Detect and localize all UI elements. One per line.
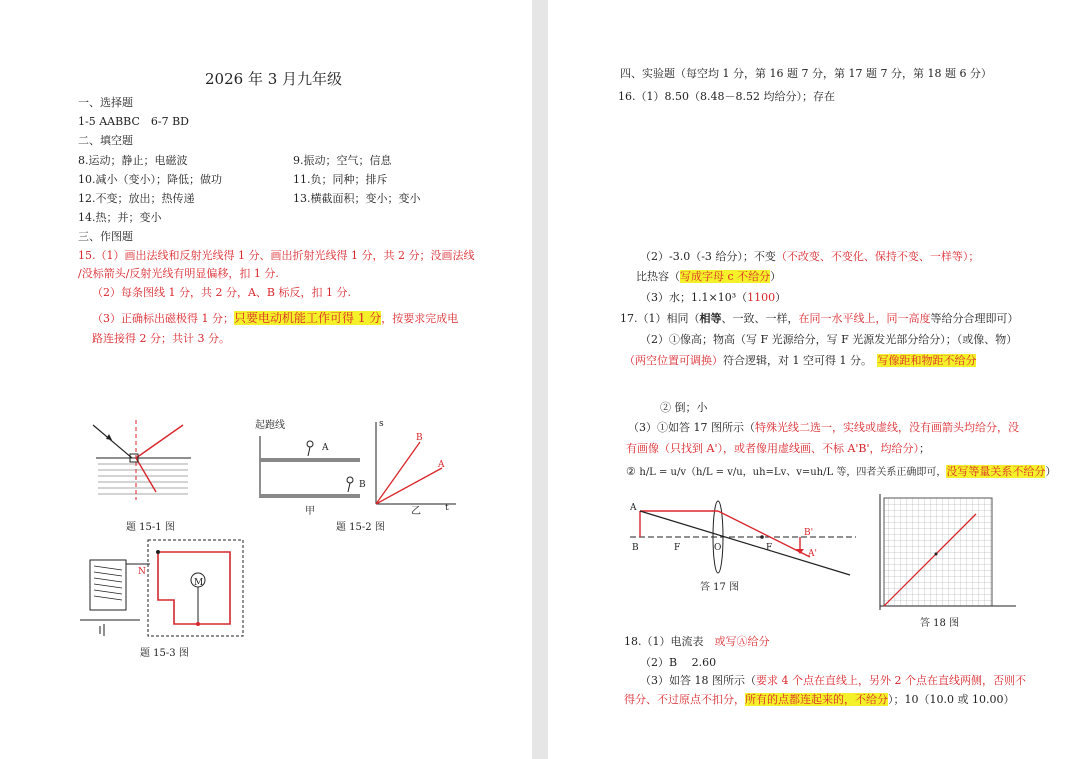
figure-15-2-jia: 甲 — [305, 506, 315, 517]
answer-q18-3-line1 — [640, 673, 1026, 689]
fig17-label-a: A — [630, 503, 637, 513]
figure-18-caption: 答 18 图 — [920, 618, 960, 629]
answer-q16-3a: （3）水；1.1×10³（ — [640, 291, 748, 304]
q17-3-red2: 有画像（只找到 A'），或者像用虚线画、不标 A'B'，均给分） — [626, 442, 920, 455]
answer-q8: 8.运动；静止；电磁波 — [78, 154, 188, 167]
answer-q18-1 — [624, 634, 770, 650]
answer-q10: 10.减小（变小）；降低；做功 — [78, 173, 222, 186]
answer-q17-3-line2 — [626, 441, 930, 457]
answer-q15-3a: （3）正确标出磁极得 1 分； — [92, 312, 234, 325]
q17-4-highlight: 没写等量关系不给分 — [946, 465, 1046, 478]
answer-q15-3 — [92, 310, 458, 327]
graph-t-label: t — [445, 503, 449, 513]
q17-2b: 符合逻辑，对 1 空可得 1 分。 — [723, 354, 867, 367]
q17-2-highlight: 写像距和物距不给分 — [877, 354, 977, 367]
answer-q12: 12.不变；放出；热传递 — [78, 192, 195, 205]
section-choice: 一、选择题 — [78, 96, 133, 109]
q17-1a: 17.（1）相同（ — [620, 312, 700, 325]
answer-q15-3c: 路连接得 2 分；共计 3 分。 — [92, 332, 230, 345]
answer-q15-1a: 15.（1）画出法线和反射光线得 1 分、画出折射光线得 1 分，共 2 分；没画法线 — [78, 249, 475, 262]
figure-15-2-start-label: 起跑线 — [255, 420, 285, 431]
q17-3a: （3）①如答 17 图所示（ — [628, 421, 755, 434]
figure-15-2-track — [258, 436, 368, 502]
q17-1e: 等给分合理即可） — [930, 312, 1019, 325]
answer-q17-1 — [620, 311, 1019, 327]
answer-q15-2: （2）每条图线 1 分，共 2 分，A、B 标反，扣 1 分. — [92, 286, 351, 299]
fig17-label-a-prime: A' — [808, 549, 817, 559]
answer-q16-2a: （2）-3.0（-3 给分）；不变 — [640, 250, 776, 263]
answer-q18-3-line2 — [624, 692, 1014, 708]
answer-q16-3 — [640, 290, 786, 306]
answer-q14: 14.热；并；变小 — [78, 211, 162, 224]
figure-15-2-yi: 乙 — [411, 506, 421, 517]
fig17-label-f1: F — [674, 543, 681, 553]
section-drawing: 三、作图题 — [78, 230, 133, 243]
runner-b-label: B — [359, 480, 366, 490]
answer-q13: 13.横截面积；变小；变小 — [293, 192, 421, 205]
answer-q17-2a: （2）①像高；物高（写 F 光源给分，写 F 光源发光部分给分）；（或像、物） — [640, 333, 1018, 346]
answer-q16-2-highlight: 写成字母 c 不给分 — [680, 270, 771, 283]
q18-1a: 18.（1）电流表 — [624, 635, 704, 648]
magnet-pole-n: N — [138, 567, 146, 577]
page-gap — [532, 0, 548, 759]
figure-15-1-caption: 题 15-1 图 — [126, 522, 175, 533]
q17-4c: ） — [1045, 465, 1057, 478]
left-page — [0, 0, 532, 759]
mc-answers: 1-5 AABBC 6-7 BD — [78, 115, 189, 128]
answer-q15-3b: ，按要求完成电 — [381, 312, 459, 325]
q17-3b: ； — [919, 442, 931, 455]
q18-3-highlight: 所有的点都连起来的，不给分 — [745, 693, 888, 706]
q17-4b: h/L = u/v（h/L = v/u，uh=Lv、v=uh/L 等，四者关系正确即可， — [639, 467, 947, 478]
right-page — [548, 0, 1080, 759]
answer-q16-1: 16.（1）8.50（8.48－8.52 均给分）；存在 — [618, 90, 835, 103]
answer-q17-3-line1 — [628, 420, 1019, 436]
section-experiment: 四、实验题（每空均 1 分，第 16 题 7 分，第 17 题 7 分，第 18 题 6 分） — [620, 67, 992, 80]
q18-3b: ）；10（10.0 或 10.00） — [888, 693, 1015, 706]
fig17-label-b: B — [632, 543, 639, 553]
figure-17-caption: 答 17 图 — [700, 582, 740, 593]
q18-3-red1: 要求 4 个点在直线上，另外 2 个点在直线两侧，否则不 — [756, 674, 1026, 687]
figure-15-3-caption: 题 15-3 图 — [140, 648, 189, 659]
fig17-label-o: O — [714, 543, 722, 553]
q18-1-red: 或写Ⓐ给分 — [714, 635, 770, 648]
q17-2-red: （两空位置可调换） — [624, 354, 723, 367]
graph-s-label: s — [379, 419, 384, 429]
fig17-label-b-prime: B' — [804, 528, 814, 538]
figure-18-graph — [876, 492, 1018, 612]
figure-17-lens-diagram — [630, 497, 856, 577]
answer-q16-3-red: 1100 — [747, 291, 776, 304]
answer-q16-2b: 比热容（ — [636, 270, 680, 283]
answer-q16-2 — [640, 249, 979, 265]
answer-q17-2c: ② 倒；小 — [660, 401, 708, 414]
answer-q15-1b: /没标箭头/反射光线有明显偏移，扣 1 分. — [78, 267, 279, 280]
answer-q9: 9.振动；空气；信息 — [293, 154, 392, 167]
figure-15-3 — [80, 540, 245, 640]
q17-1-red: 在同一水平线上，同一高度 — [798, 312, 931, 325]
figure-15-2-caption: 题 15-2 图 — [336, 522, 385, 533]
section-fill: 二、填空题 — [78, 134, 133, 147]
q18-3-red2: 得分、不过原点不扣分， — [624, 693, 745, 706]
page-title: 2026 年 3 月九年级 — [205, 70, 343, 88]
answer-q17-2-line2 — [624, 353, 976, 369]
answer-q17-3-line3 — [626, 464, 1056, 481]
graph-line-a-label: A — [438, 460, 445, 470]
answer-q16-2c: ） — [770, 270, 782, 283]
q17-1c: 、一致、一样， — [721, 312, 799, 325]
figure-15-2-graph — [372, 420, 458, 506]
graph-line-b-label: B — [416, 433, 423, 443]
q17-1b: 相等 — [699, 312, 722, 325]
figure-15-1 — [88, 420, 198, 500]
runner-a-label: A — [322, 443, 329, 453]
fig17-label-f2: F — [766, 543, 773, 553]
q17-3-red1: 特殊光线二选一，实线或虚线，没有画箭头均给分，没 — [755, 421, 1019, 434]
answer-q16-2-red: （不改变、不变化、保持不变、一样等）； — [775, 250, 980, 263]
answer-q16-3c: ） — [775, 291, 787, 304]
answer-q15-3-highlight: 只要电动机能工作可得 1 分 — [234, 311, 382, 325]
answer-q16-2-line2 — [636, 269, 781, 285]
motor-m-label: M — [194, 578, 204, 588]
answer-q11: 11.负；同种；排斥 — [293, 173, 388, 186]
q17-4a: ② — [626, 465, 636, 478]
q18-3a: （3）如答 18 图所示（ — [640, 674, 756, 687]
answer-q18-2: （2）B 2.60 — [640, 656, 717, 669]
